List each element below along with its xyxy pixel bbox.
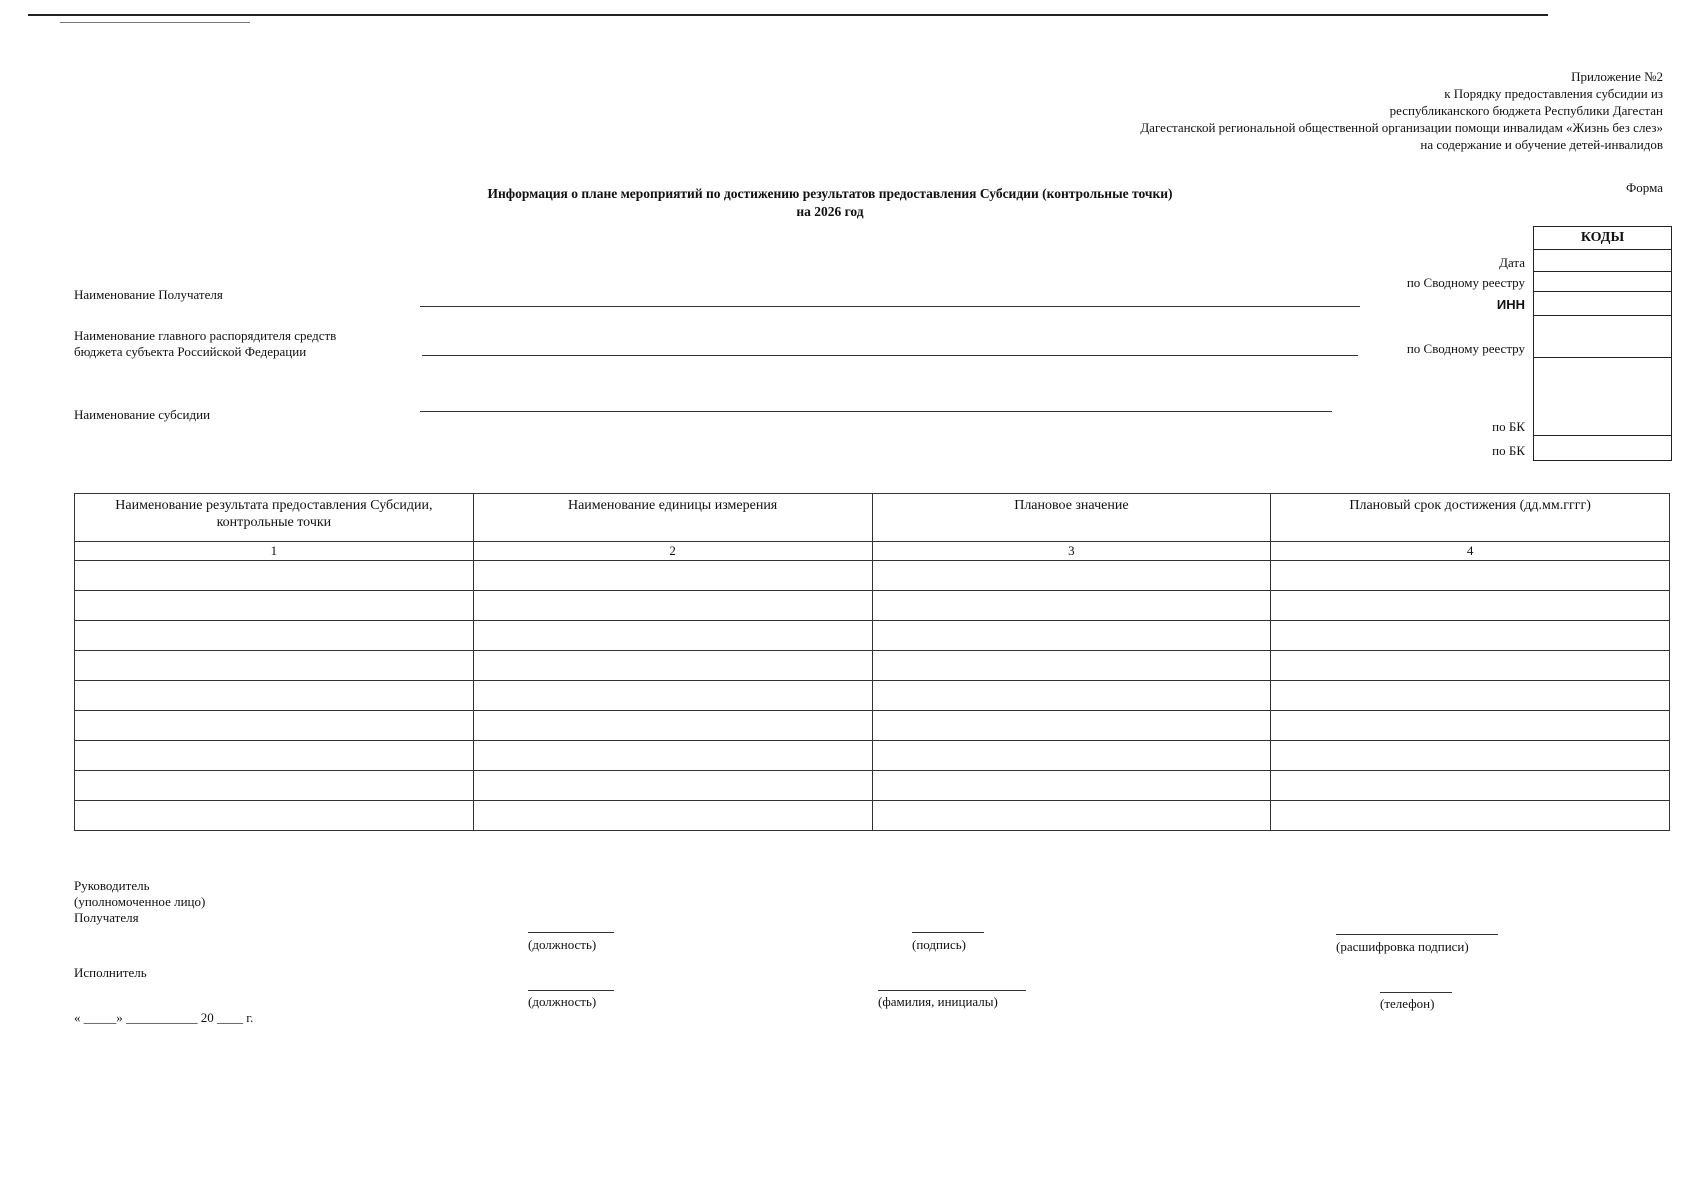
budget-manager-field[interactable]	[422, 355, 1358, 356]
table-cell[interactable]	[1271, 651, 1670, 681]
recipient-field[interactable]	[420, 306, 1360, 307]
fio-line[interactable]	[878, 990, 1026, 991]
table-cell[interactable]	[872, 561, 1271, 591]
top-rule-secondary	[60, 22, 250, 23]
code-label-date: Дата	[1499, 255, 1525, 270]
column-number: 4	[1271, 542, 1670, 561]
table-cell[interactable]	[473, 591, 872, 621]
table-cell[interactable]	[75, 681, 474, 711]
table-cell[interactable]	[473, 741, 872, 771]
column-header: Плановое значение	[872, 494, 1271, 542]
table-row	[75, 621, 1670, 651]
table-cell[interactable]	[1271, 711, 1670, 741]
codes-divider	[1534, 315, 1671, 316]
signature-caption: (подпись)	[912, 937, 966, 952]
table-header-row	[75, 494, 1670, 542]
table-cell[interactable]	[473, 561, 872, 591]
column-header: Наименование результата предоставления Субсидии, контрольные точки	[75, 494, 474, 542]
table-cell[interactable]	[872, 681, 1271, 711]
decode-signature-line[interactable]	[1336, 934, 1498, 935]
table-cell[interactable]	[1271, 681, 1670, 711]
table-row	[75, 591, 1670, 621]
table-cell[interactable]	[75, 561, 474, 591]
table-cell[interactable]	[1271, 771, 1670, 801]
table-cell[interactable]	[1271, 591, 1670, 621]
executor-position-caption: (должность)	[528, 994, 597, 1009]
decode-caption: (расшифровка подписи)	[1336, 939, 1469, 954]
table-cell[interactable]	[473, 711, 872, 741]
budget-manager-label-line: Наименование главного распорядителя средств	[74, 328, 337, 343]
table-cell[interactable]	[872, 801, 1271, 831]
table-cell[interactable]	[872, 711, 1271, 741]
document-title	[330, 185, 1330, 221]
column-header: Плановый срок достижения (дд.мм.гггг)	[1271, 494, 1670, 542]
signature-line[interactable]	[912, 932, 984, 933]
appendix-line: Приложение №2	[1571, 69, 1663, 84]
table-cell[interactable]	[872, 621, 1271, 651]
position-caption: (должность)	[528, 937, 597, 952]
table-cell[interactable]	[473, 801, 872, 831]
table-row	[75, 711, 1670, 741]
codes-header: КОДЫ	[1534, 227, 1671, 250]
table-cell[interactable]	[872, 771, 1271, 801]
code-label-inn: ИНН	[1496, 297, 1525, 312]
appendix-line: Дагестанской региональной общественной организации помощи инвалидам «Жизнь без слез»	[1140, 120, 1663, 135]
column-header: Наименование единицы измерения	[473, 494, 872, 542]
table-cell[interactable]	[473, 621, 872, 651]
codes-divider	[1534, 435, 1671, 436]
codes-divider	[1534, 357, 1671, 358]
position-signature-line[interactable]	[528, 932, 614, 933]
executor-position-line[interactable]	[528, 990, 614, 991]
appendix-line: на содержание и обучение детей-инвалидов	[1420, 137, 1663, 152]
codes-divider	[1534, 271, 1671, 272]
table-row	[75, 681, 1670, 711]
title-year: на 2026 год	[796, 204, 864, 219]
title-line: Информация о плане мероприятий по достижению результатов предоставления Субсидии (контрольные точки)	[487, 186, 1173, 201]
table-cell[interactable]	[75, 711, 474, 741]
table-cell[interactable]	[1271, 741, 1670, 771]
subsidy-label: Наименование субсидии	[74, 407, 211, 422]
recipient-label: Наименование Получателя	[74, 287, 223, 302]
budget-manager-label	[74, 328, 336, 360]
table-cell[interactable]	[75, 771, 474, 801]
table-cell[interactable]	[872, 591, 1271, 621]
table-cell[interactable]	[75, 651, 474, 681]
code-label-bk-2: по БК	[1492, 443, 1525, 458]
phone-line[interactable]	[1380, 992, 1452, 993]
head-label-line: Руководитель	[74, 878, 150, 893]
table-cell[interactable]	[1271, 621, 1670, 651]
head-label-line: Получателя	[74, 910, 139, 925]
appendix-header	[1140, 68, 1663, 153]
table-row	[75, 801, 1670, 831]
code-label-svod-reestr: по Сводному реестру	[1406, 275, 1525, 290]
fio-caption: (фамилия, инициалы)	[878, 994, 998, 1009]
column-number: 2	[473, 542, 872, 561]
code-label-bk: по БК	[1492, 419, 1525, 434]
budget-manager-label-line: бюджета субъекта Российской Федерации	[74, 344, 307, 359]
subsidy-field[interactable]	[420, 411, 1332, 412]
table-cell[interactable]	[872, 651, 1271, 681]
table-cell[interactable]	[1271, 561, 1670, 591]
head-label	[74, 878, 205, 926]
plan-table	[74, 493, 1670, 831]
table-cell[interactable]	[75, 801, 474, 831]
head-label-line: (уполномоченное лицо)	[74, 894, 206, 909]
form-label: Форма	[1626, 180, 1663, 195]
column-number: 3	[872, 542, 1271, 561]
table-row	[75, 651, 1670, 681]
codes-box	[1533, 226, 1672, 461]
column-number-row	[75, 542, 1670, 561]
date-line[interactable]: « _____» ___________ 20 ____ г.	[74, 1010, 254, 1025]
phone-caption: (телефон)	[1380, 996, 1435, 1011]
table-row	[75, 561, 1670, 591]
table-cell[interactable]	[473, 651, 872, 681]
column-number: 1	[75, 542, 474, 561]
executor-label: Исполнитель	[74, 965, 147, 980]
table-cell[interactable]	[473, 771, 872, 801]
appendix-line: к Порядку предоставления субсидии из	[1444, 86, 1663, 101]
table-cell[interactable]	[75, 621, 474, 651]
table-cell[interactable]	[1271, 801, 1670, 831]
table-cell[interactable]	[75, 591, 474, 621]
codes-divider	[1534, 291, 1671, 292]
appendix-line: республиканского бюджета Республики Дагестан	[1389, 103, 1663, 118]
table-cell[interactable]	[872, 741, 1271, 771]
table-row	[75, 771, 1670, 801]
top-rule	[28, 14, 1548, 16]
table-cell[interactable]	[473, 681, 872, 711]
table-cell[interactable]	[75, 741, 474, 771]
code-label-svod-reestr-2: по Сводному реестру	[1406, 341, 1525, 356]
table-row	[75, 741, 1670, 771]
